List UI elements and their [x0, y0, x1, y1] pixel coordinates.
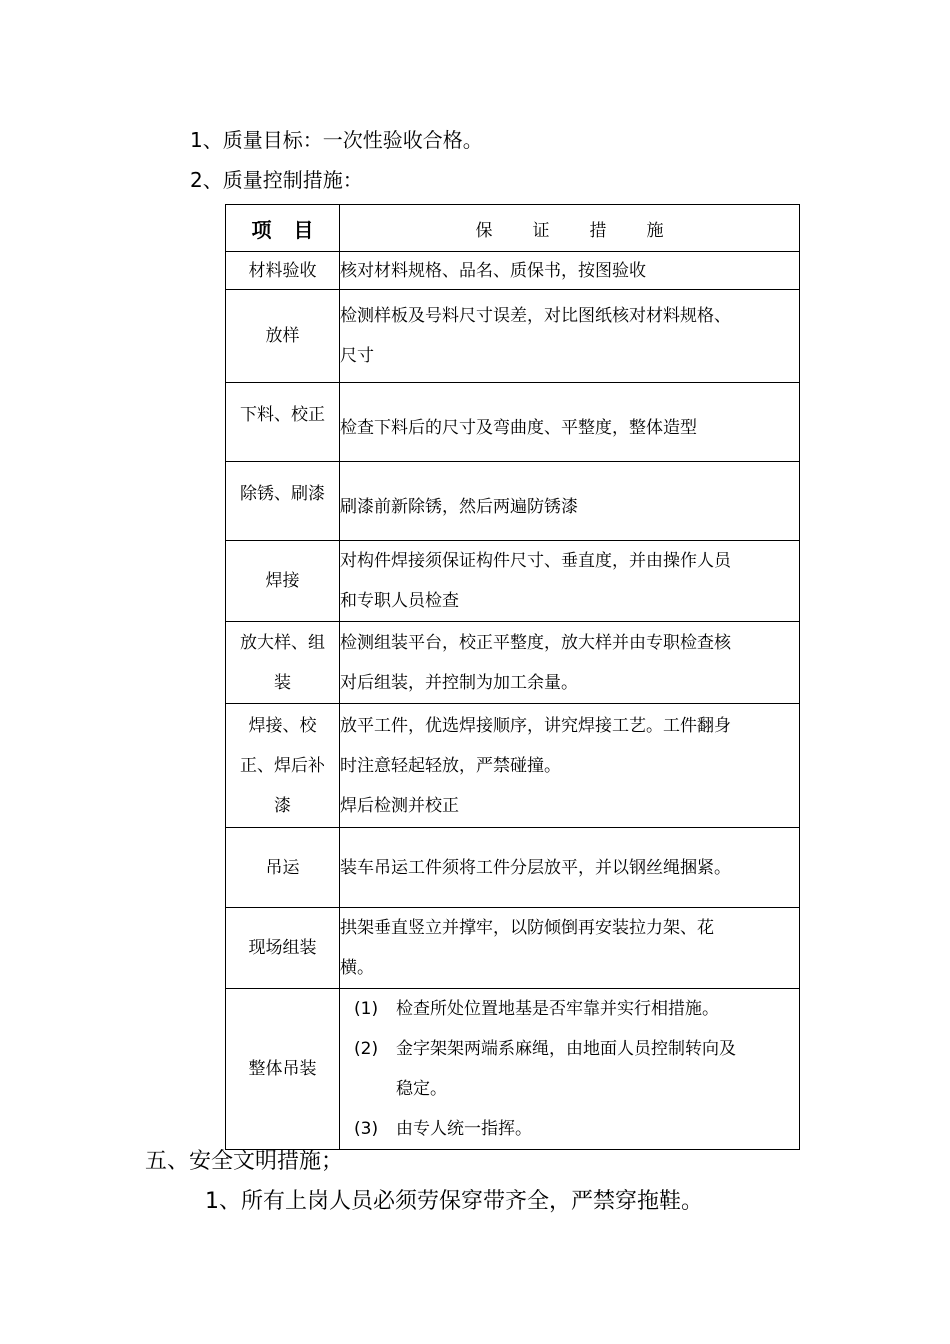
measure-line: 横。: [340, 958, 374, 978]
sub-item: [340, 989, 799, 1029]
measure-line: 核对材料规格、品名、质保书，按图验收: [340, 260, 646, 281]
section-heading: 五、安全文明措施；: [145, 1149, 344, 1174]
quality-control-table: [225, 204, 800, 1150]
row-measures: [340, 704, 800, 828]
sub-item-number: (2): [354, 1039, 379, 1059]
measure-line: 检测样板及号料尺寸误差，对比图纸核对材料规格、: [340, 306, 731, 326]
sub-item: [340, 1029, 799, 1069]
quality-measures-heading: 2、质量控制措施：: [190, 168, 363, 192]
measure-line: 时注意轻起轻放，严禁碰撞。: [340, 755, 561, 776]
row-item: 焊接: [226, 541, 340, 622]
row-item: 焊接、校正、焊后补漆: [226, 704, 340, 828]
measure-line: 检测组装平台，校正平整度，放大样并由专职检查核: [340, 632, 731, 653]
row-item: 放大样、组装: [226, 622, 340, 704]
row-item: 放样: [226, 290, 340, 383]
measure-line: 对构件焊接须保证构件尺寸、垂直度，并由操作人员: [340, 551, 731, 571]
table-row: [226, 828, 800, 908]
table-row: [226, 704, 800, 828]
measure-line: 和专职人员检查: [340, 591, 459, 611]
table-row: [226, 383, 800, 462]
measure-line: 装车吊运工件须将工件分层放平，并以钢丝绳捆紧。: [340, 857, 731, 878]
sub-item-continuation: 稳定。: [396, 1079, 447, 1099]
table-row: [226, 908, 800, 989]
quality-goal: 1、质量目标：一次性验收合格。: [190, 128, 483, 152]
sub-item-number: (3): [354, 1119, 379, 1139]
measure-line: 放平工件，优选焊接顺序，讲究焊接工艺。工件翻身: [340, 715, 731, 736]
row-item: 现场组装: [226, 908, 340, 989]
row-measures: [340, 622, 800, 704]
row-measures: [340, 290, 800, 383]
table-header-row: [226, 205, 800, 252]
measure-line: 刷漆前新除锈，然后两遍防锈漆: [340, 497, 578, 517]
header-item: 项目: [226, 205, 340, 252]
row-measures: [340, 252, 800, 290]
row-measures: [340, 828, 800, 908]
row-measures: [340, 908, 800, 989]
measure-line: 检查下料后的尺寸及弯曲度、平整度，整体造型: [340, 418, 697, 438]
safety-item: 1、所有上岗人员必须劳保穿带齐全，严禁穿拖鞋。: [205, 1189, 703, 1214]
table-row: [226, 989, 800, 1150]
measure-line: 对后组装，并控制为加工余量。: [340, 672, 578, 693]
row-item: 整体吊装: [226, 989, 340, 1150]
sub-item-text: 由专人统一指挥。: [396, 1119, 532, 1139]
row-item: 下料、校正: [226, 383, 340, 462]
sub-item-text: 检查所处位置地基是否牢靠并实行相措施。: [396, 999, 719, 1019]
table-row: [226, 290, 800, 383]
row-item: 除锈、刷漆: [226, 462, 340, 541]
sub-item-text: 金字架架两端系麻绳，由地面人员控制转向及: [396, 1039, 736, 1059]
measure-line: 拱架垂直竖立并撑牢，以防倾倒再安装拉力架、花: [340, 918, 714, 938]
row-measures: [340, 541, 800, 622]
table-row: [226, 462, 800, 541]
measure-line: 尺寸: [340, 346, 374, 366]
row-item: 材料验收: [226, 252, 340, 290]
row-measures: [340, 989, 800, 1150]
table-row: [226, 252, 800, 290]
sub-item: [340, 1109, 799, 1149]
header-measures: 保证措施: [340, 205, 800, 252]
sub-item-number: (1): [354, 999, 379, 1019]
measure-line: 焊后检测并校正: [340, 795, 459, 816]
row-measures: [340, 462, 800, 541]
table-row: [226, 541, 800, 622]
row-measures: [340, 383, 800, 462]
row-item: 吊运: [226, 828, 340, 908]
table-row: [226, 622, 800, 704]
